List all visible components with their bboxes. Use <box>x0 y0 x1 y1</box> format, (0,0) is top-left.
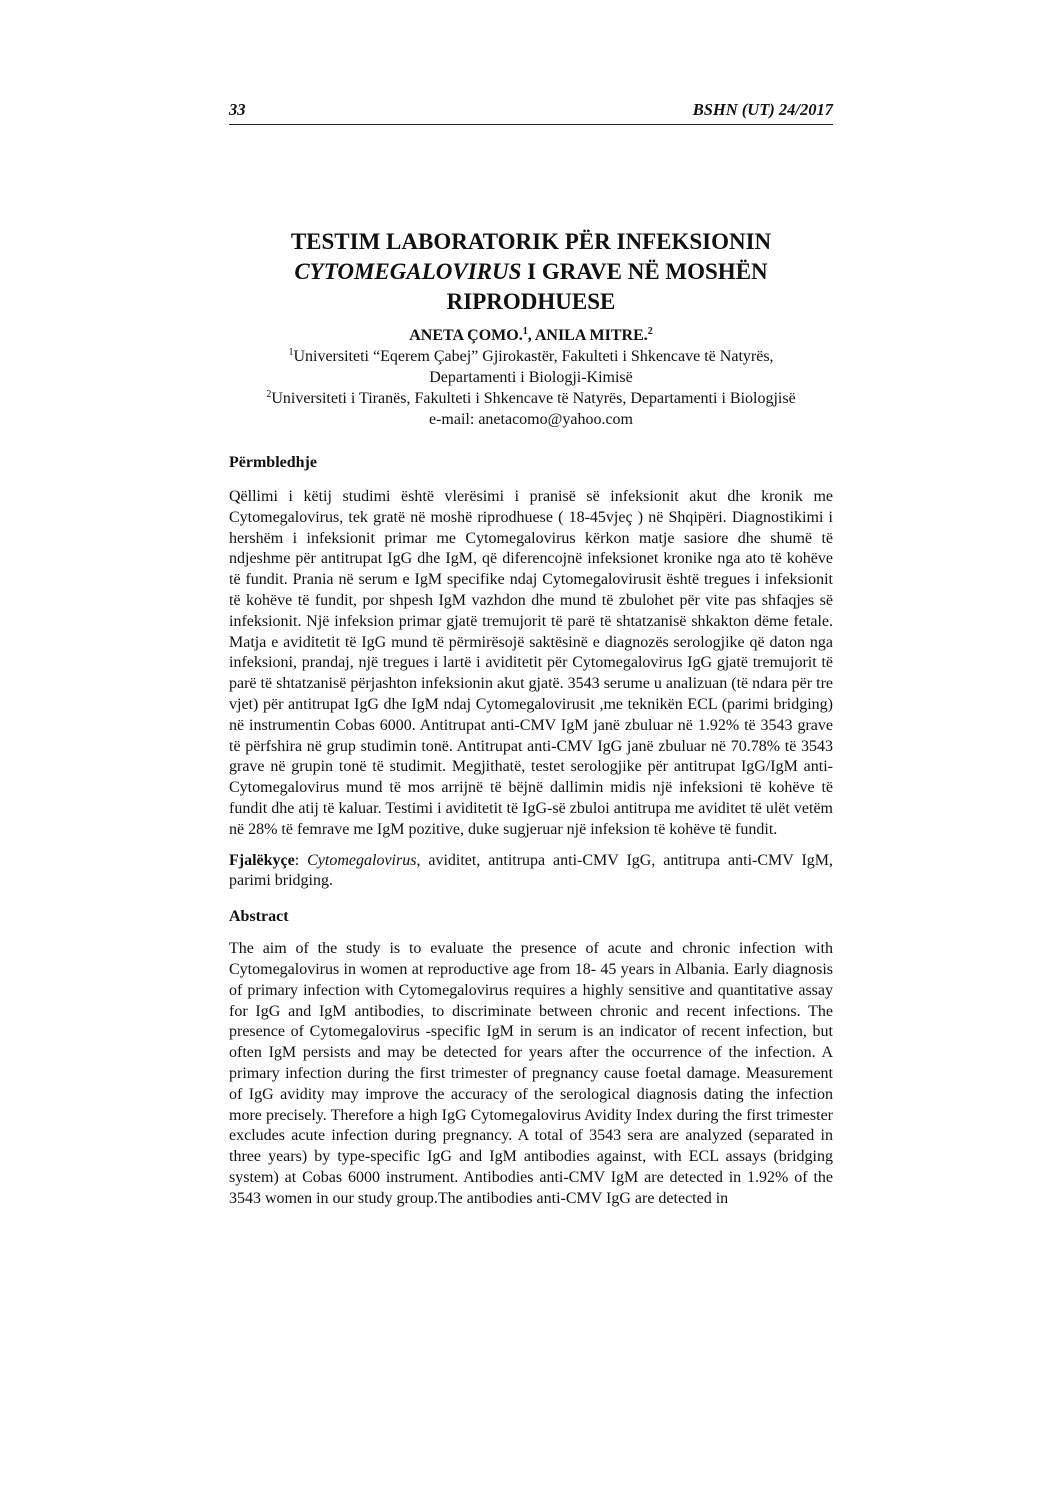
paper-page <box>229 100 833 1210</box>
title-italic-term: CYTOMEGALOVIRUS <box>294 259 522 284</box>
affiliation-1-line-2: Departamenti i Biologji-Kimisë <box>429 369 633 386</box>
affiliation-2: $^2$Universiteti i Tiranës, Fakulteti i Shkencave të Natyrës, Departamenti i Biologjisë <box>266 389 796 407</box>
author-email: e-mail: anetacomo@yahoo.com <box>429 411 633 428</box>
affiliations <box>229 346 833 430</box>
summary-text: Qëllimi i këtij studimi është vlerësimi i pranisë së infeksionit akut dhe kronik me Cytomegalovirus, tek gratë në moshë riprodhuese ( 18-45vjeç ) në Shqipëri. Diagnostikimi i hershëm i infeksionit primar me Cytomegalovirus kërkon matje sasiore dhe shumë të ndjeshme për antitrupat IgG dhe IgM, që diferencojnë infeksionet kronike nga ato të kohëve të fundit. Prania në serum e IgM specifike ndaj Cytomegalovirusit është tregues i infeksionit të kohëve të fundit, por shpesh IgM vazhdon dhe mund të zbulohet për vite pas shfaqjes së infeksionit. Një infeksion primar gjatë tremujorit të parë të shtatzanisë shkakton dëme fetale. Matja e aviditetit të IgG mund të përmirësojë saktësinë e diagnozës serologjike që daton nga infeksioni, prandaj, një tregues i lartë i aviditetit për Cytomegalovirus IgG gjatë tremujorit të parë të shtatzanisë përjashton infeksionin akut gjatë. 3543 serume u analizuan (të ndara për tre vjet) për antitrupat IgG dhe IgM ndaj Cytomegalovirusit ,me teknikën ECL (parimi bridging) në instrumentin Cobas 6000. Antitrupat anti-CMV IgM janë zbuluar në 1.92% të 3543 grave të përfshira në grup studimin tonë. Antitrupat anti-CMV IgG janë zbuluar në 70.78% të 3543 grave në grupin tonë të studimit. Megjithatë, testet serologjike për antitrupat IgG/IgM anti-Cytomegalovirus mund të mos arrijnë të bëjnë dallimin midis një infeksioni të kohëve të fundit dhe atij të kaluar. Testimi i aviditetit të IgG-së zbuloi antitrupa me aviditet të ulët vetëm në 28% të femrave me IgM pozitive, duke sugjeruar një infeksion të kohëve të fundit. <box>229 488 833 838</box>
title-line-3: RIPRODHUESE <box>446 289 616 314</box>
keyword-italic-term: Cytomegalovirus <box>307 851 417 869</box>
affiliation-1-line-1: $^1$Universiteti “Eqerem Çabej” Gjirokastër, Fakulteti i Shkencave të Natyrës, <box>288 347 774 365</box>
author-name: ANILA MITRE. <box>534 327 648 344</box>
title-line-2-rest: I GRAVE NË MOSHËN <box>521 259 768 284</box>
author-list <box>229 325 833 346</box>
author-affiliation-mark: 1 <box>522 326 528 337</box>
keywords-label: Fjalëkyçe <box>229 851 295 869</box>
author-separator: , <box>527 327 535 344</box>
affiliation-mark: 1 <box>288 347 294 358</box>
running-header <box>229 100 833 125</box>
summary-heading: Përmbledhje <box>229 454 317 471</box>
paper-title <box>229 227 833 317</box>
keywords: Fjalëkyçe: Cytomegalovirus, aviditet, antitrupa anti-CMV IgG, antitrupa anti-CMV IgM, parimi bridging. <box>229 851 834 890</box>
affiliation-mark: 2 <box>266 389 272 400</box>
title-line-2 <box>229 257 833 287</box>
keywords-rest: , aviditet, antitrupa anti-CMV IgG, antitrupa anti-CMV IgM, parimi bridging. <box>229 851 834 890</box>
title-line-1: TESTIM LABORATORIK PËR INFEKSIONIN <box>290 229 772 254</box>
abstract-heading: Abstract <box>229 908 289 926</box>
journal-citation: BSHN (UT) 24/2017 <box>692 100 833 119</box>
page-number: 33 <box>229 100 246 119</box>
author-affiliation-mark: 2 <box>647 326 653 337</box>
author-name: ANETA ÇOMO. <box>409 327 523 344</box>
abstract-text: The aim of the study is to evaluate the presence of acute and chronic infection with Cytomegalovirus in women at reproductive age from 18- 45 years in Albania. Early diagnosis of primary infection with Cytomegalovirus requires a highly sensitive and quantitative assay for IgG and IgM antibodies, to discriminate between chronic and recent infections. The presence of Cytomegalovirus -specific IgM in serum is an indicator of recent infection, but often IgM persists and may be detected for years after the occurrence of the infection. A primary infection during the first trimester of pregnancy cause foetal damage. Measurement of IgG avidity may improve the accuracy of the serological diagnosis dating the infection more precisely. Therefore a high IgG Cytomegalovirus Avidity Index during the first trimester excludes acute infection during pregnancy. A total of 3543 sera are analyzed (separated in three years) by type-specific IgG and IgM antibodies against, with ECL assays (bridging system) at Cobas 6000 instrument. Antibodies anti-CMV IgM are detected in 1.92% of the 3543 women in our study group.The antibodies anti-CMV IgG are detected in <box>229 940 833 1207</box>
